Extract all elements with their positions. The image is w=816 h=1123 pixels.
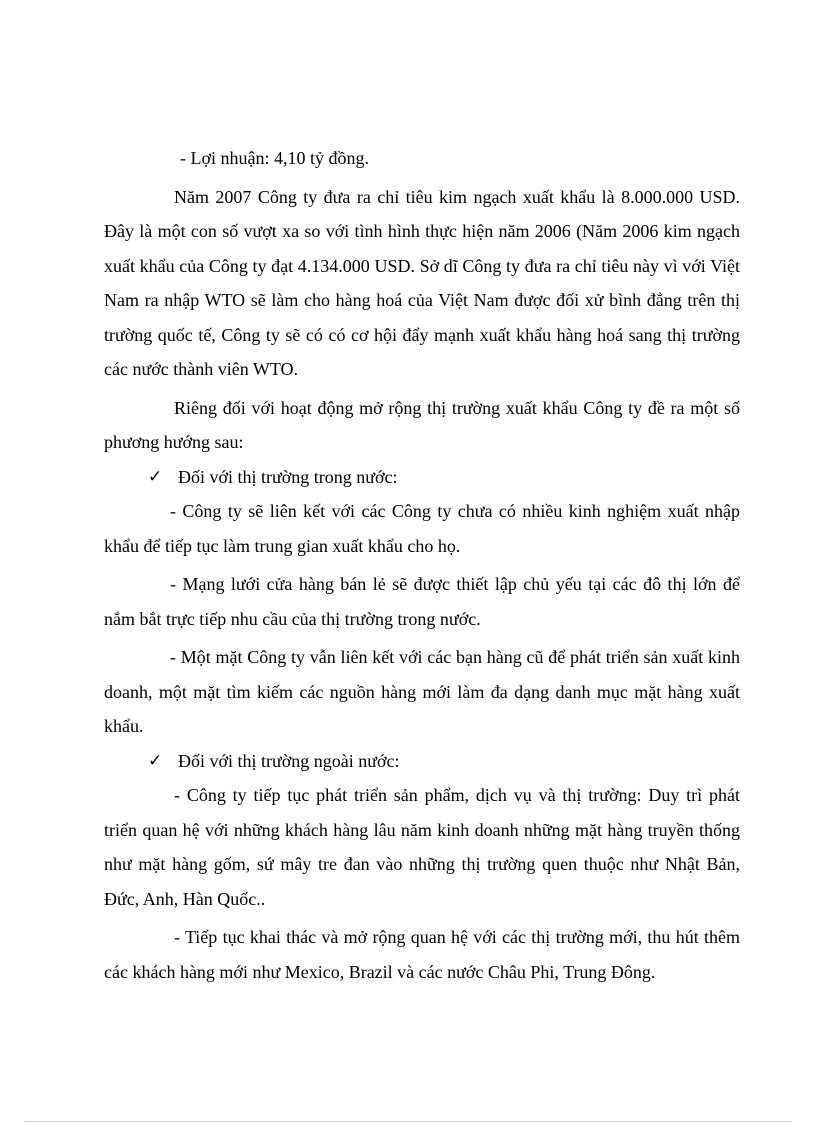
- domestic-market-heading-text: Đối với thị trường trong nước:: [178, 466, 398, 487]
- export-target-paragraph: Năm 2007 Công ty đưa ra chỉ tiêu kim ngạch xuất khẩu là 8.000.000 USD. Đây là một con số vượt xa so với tình hình thực hiện năm 2006 (Năm 2006 kim ngạch xuất khẩu của Công ty đạt 4.134.000 USD. Sở dĩ Công ty đưa ra chỉ tiêu này vì với Việt Nam ra nhập WTO sẽ làm cho hàng hoá của Việt Nam được đối xử bình đẳng trên thị trường quốc tế, Công ty sẽ có có cơ hội đẩy mạnh xuất khẩu hàng hoá sang thị trường các nước thành viên WTO.: [104, 186, 740, 379]
- checkmark-icon: ✓: [148, 466, 163, 487]
- market-expansion-intro: Riêng đối với hoạt động mở rộng thị trường xuất khẩu Công ty đề ra một số phương hướng sau:: [104, 397, 740, 452]
- document-body: [104, 141, 740, 989]
- domestic-market-heading: [104, 460, 740, 495]
- checkmark-icon: ✓: [148, 750, 163, 771]
- foreign-point-2: - Tiếp tục khai thác và mở rộng quan hệ với các thị trường mới, thu hút thêm các khách hàng mới như Mexico, Brazil và các nước Châu Phi, Trung Đông.: [104, 927, 740, 982]
- domestic-point-2: - Mạng lưới cửa hàng bán lẻ sẽ được thiết lập chủ yếu tại các đô thị lớn để nắm bắt trực tiếp nhu cầu của thị trường trong nước.: [104, 574, 740, 629]
- domestic-point-3: - Một mặt Công ty vẫn liên kết với các bạn hàng cũ để phát triển sản xuất kinh doanh, một mặt tìm kiếm các nguồn hàng mới làm đa dạng danh mục mặt hàng xuất khẩu.: [104, 647, 740, 736]
- domestic-point-1: - Công ty sẽ liên kết với các Công ty chưa có nhiều kinh nghiệm xuất nhập khẩu để tiếp tục làm trung gian xuất khẩu cho họ.: [104, 501, 740, 556]
- foreign-market-heading-text: Đối với thị trường ngoài nước:: [178, 750, 400, 771]
- foreign-point-1: - Công ty tiếp tục phát triển sản phẩm, dịch vụ và thị trường: Duy trì phát triển quan hệ với những khách hàng lâu năm kinh doanh những mặt hàng truyền thống như mặt hàng gốm, sứ mây tre đan vào những thị trường quen thuộc như Nhật Bản, Đức, Anh, Hàn Quốc..: [104, 785, 740, 909]
- foreign-market-heading: [104, 744, 740, 779]
- page-bottom-divider: [24, 1121, 792, 1122]
- profit-line: - Lợi nhuận: 4,10 tỷ đồng.: [180, 148, 369, 168]
